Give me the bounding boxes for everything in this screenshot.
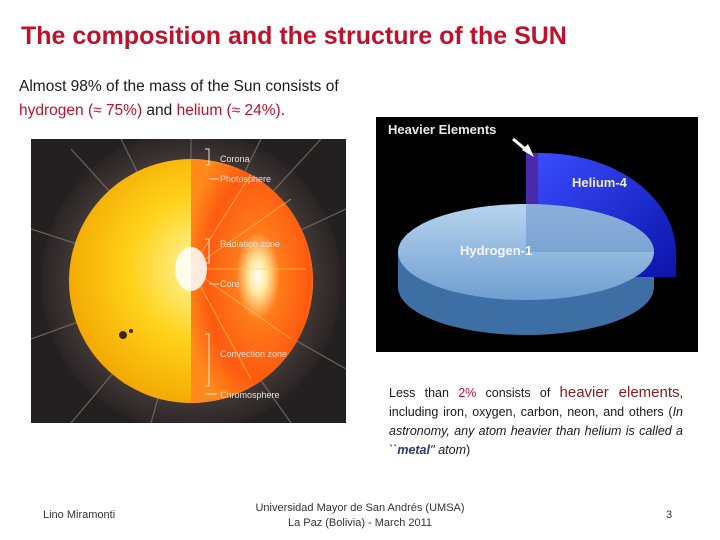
- caption-italic1: In astronomy, any atom heavier than helium is called a ``: [389, 405, 683, 457]
- sun-structure-image: [31, 139, 346, 423]
- caption-metal: metal: [397, 443, 430, 457]
- footer-institution-line2: La Paz (Bolivia) - March 2011: [287, 517, 433, 529]
- label-photosphere: Photosphere: [220, 174, 272, 184]
- label-heavier-elements: Heavier Elements: [388, 122, 497, 137]
- label-convection-zone: Convection zone: [220, 349, 288, 359]
- intro-end: .: [280, 102, 286, 119]
- intro-part1: Almost 98% of the mass of the Sun consists of: [19, 78, 339, 95]
- caption-p1: Less than: [389, 386, 459, 400]
- intro-and: and: [142, 102, 177, 119]
- caption-p4: ): [466, 443, 471, 457]
- caption-text: [389, 383, 683, 460]
- label-core: Core: [220, 279, 240, 289]
- caption-heavier: heavier elements: [559, 384, 680, 401]
- intro-text: [19, 75, 379, 123]
- composition-pie-image: [376, 117, 698, 352]
- page-number: 3: [666, 509, 673, 521]
- footer-author: Lino Miramonti: [43, 509, 116, 521]
- label-corona: Corona: [220, 154, 250, 164]
- caption-p2: consists of: [476, 386, 560, 400]
- caption-pct: 2%: [458, 386, 477, 400]
- label-radiation-zone: Radiation zone: [220, 239, 281, 249]
- label-chromosphere: Chromosphere: [220, 390, 280, 400]
- footer-institution-line1: Universidad Mayor de San Andrés (UMSA): [255, 502, 465, 514]
- intro-helium: helium (≈ 24%): [176, 102, 281, 119]
- slide-title: The composition and the structure of the SUN: [21, 22, 567, 50]
- footer-institution: [248, 501, 472, 531]
- label-hydrogen-1: Hydrogen-1: [460, 243, 533, 258]
- intro-hydrogen: hydrogen (≈ 75%): [19, 102, 143, 119]
- caption-p3: , including iron, oxygen, carbon, neon, and others (: [389, 386, 683, 419]
- caption-italic2: '' atom: [429, 443, 467, 457]
- label-helium-4: Helium-4: [572, 175, 627, 190]
